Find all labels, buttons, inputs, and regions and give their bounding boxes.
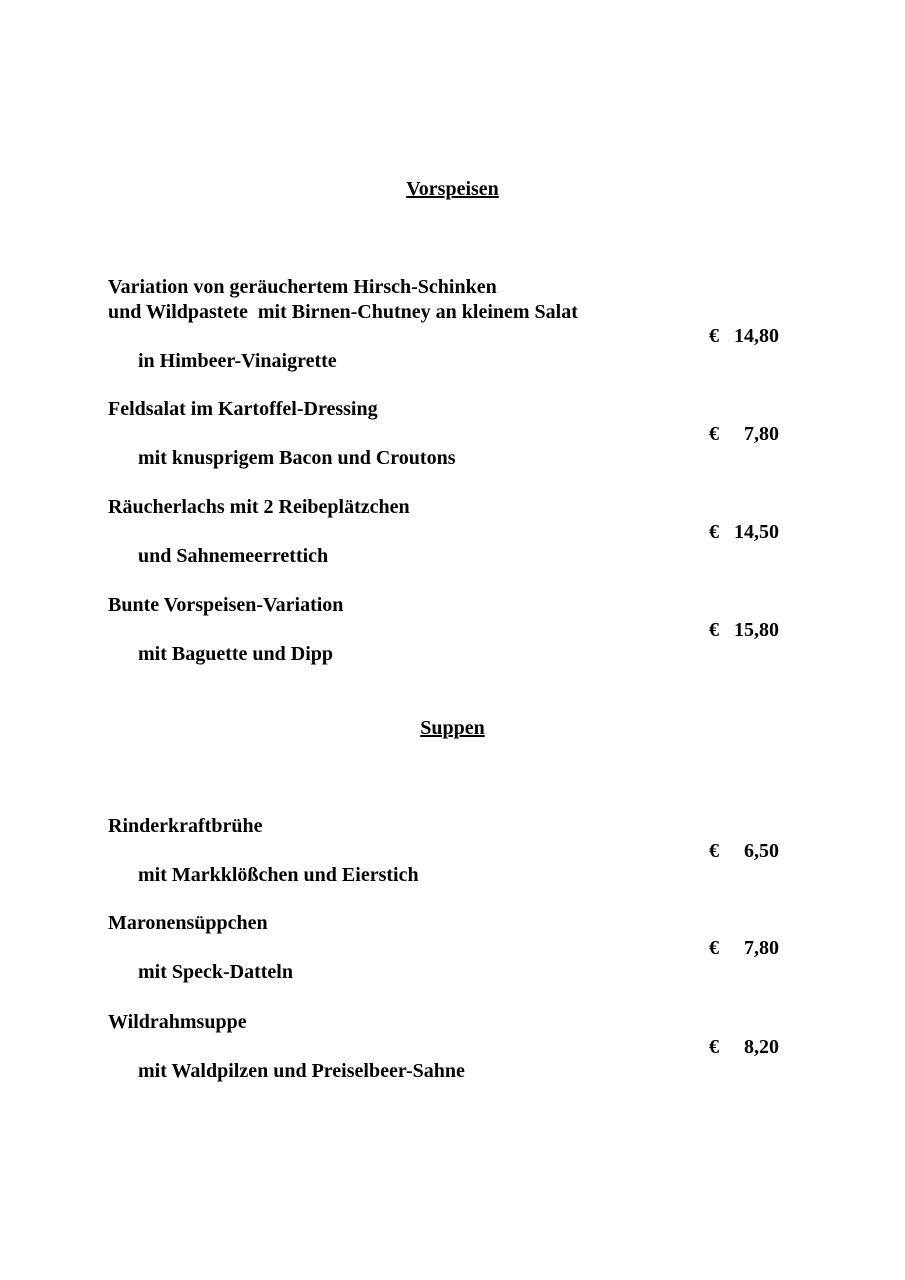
item-line: und Wildpastete mit Birnen-Chutney an kleinem Salat bbox=[108, 300, 578, 323]
item-last-line bbox=[108, 1035, 788, 1133]
item-last-line bbox=[108, 618, 788, 716]
currency-symbol: € bbox=[709, 839, 719, 862]
item-line: Bunte Vorspeisen-Variation bbox=[108, 594, 344, 616]
item-line: mit Baguette und Dipp bbox=[138, 643, 334, 665]
item-line: Rinderkraftbrühe bbox=[108, 815, 263, 837]
item-line: und Sahnemeerrettich bbox=[138, 545, 329, 567]
currency-symbol: € bbox=[709, 1035, 719, 1058]
section-title-vorspeisen: Vorspeisen bbox=[406, 178, 499, 200]
item-line: mit knusprigem Bacon und Croutons bbox=[138, 447, 456, 469]
menu-item bbox=[108, 1010, 788, 1133]
price-amount: 8,20 bbox=[744, 1035, 779, 1058]
price-amount: 15,80 bbox=[734, 618, 779, 641]
price-amount: 7,80 bbox=[744, 422, 779, 445]
item-line: Maronensüppchen bbox=[108, 912, 268, 934]
price-amount: 7,80 bbox=[744, 936, 779, 959]
item-line: Räucherlachs mit 2 Reibeplätzchen bbox=[108, 496, 410, 518]
currency-symbol: € bbox=[709, 618, 719, 641]
item-line: mit Waldpilzen und Preiselbeer-Sahne bbox=[138, 1060, 465, 1082]
price-amount: 14,50 bbox=[734, 520, 779, 543]
item-line: Wildrahmsuppe bbox=[108, 1011, 247, 1033]
currency-symbol: € bbox=[709, 936, 719, 959]
currency-symbol: € bbox=[709, 422, 719, 445]
item-line: Variation von geräuchertem Hirsch-Schinken bbox=[108, 276, 497, 298]
item-line: mit Speck-Datteln bbox=[138, 961, 293, 983]
price-amount: 6,50 bbox=[744, 839, 779, 862]
item-line: Feldsalat im Kartoffel-Dressing bbox=[108, 398, 378, 420]
item-line: mit Markklößchen und Eierstich bbox=[138, 864, 419, 886]
item-line: in Himbeer-Vinaigrette bbox=[138, 349, 337, 372]
currency-symbol: € bbox=[709, 520, 719, 543]
section-title-suppen: Suppen bbox=[420, 717, 485, 739]
menu-item bbox=[108, 593, 788, 716]
price-amount: 14,80 bbox=[734, 325, 779, 347]
currency-symbol: € bbox=[709, 325, 719, 347]
